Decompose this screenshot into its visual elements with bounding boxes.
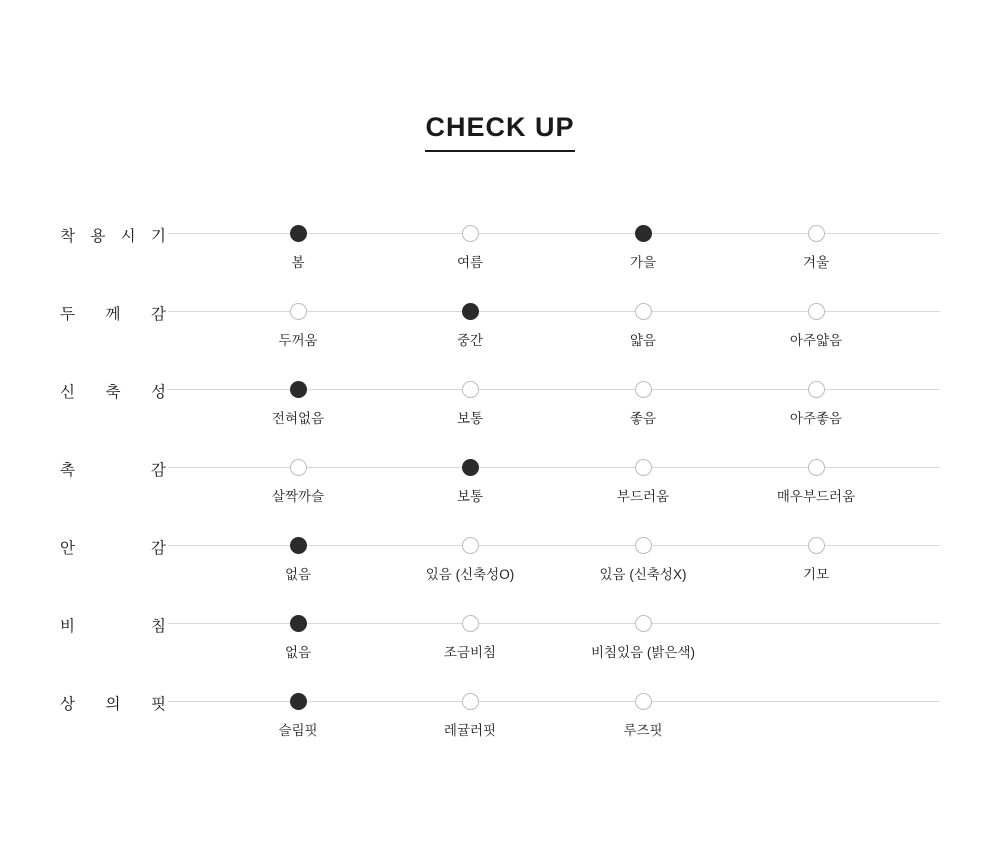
row-label-char: 침 (151, 618, 166, 635)
filled-circle-icon[interactable] (290, 615, 307, 632)
empty-circle-icon[interactable] (635, 381, 652, 398)
option-selected[interactable] (395, 439, 545, 505)
filled-circle-icon[interactable] (635, 225, 652, 242)
check-up-row (0, 283, 1000, 361)
option-selected[interactable] (223, 673, 373, 739)
empty-circle-icon[interactable] (290, 303, 307, 320)
option-unselected[interactable] (223, 439, 373, 505)
option-selected[interactable] (395, 283, 545, 349)
row-label-char: 감 (151, 306, 166, 323)
row-label-char: 두 (60, 306, 75, 323)
check-up-row (0, 517, 1000, 595)
option-label: 레귤러핏 (443, 723, 497, 738)
page-title: CHECK UP (425, 112, 574, 152)
option-label: 전혀없음 (271, 411, 325, 426)
empty-circle-icon[interactable] (808, 459, 825, 476)
row-label-char: 신 (60, 384, 75, 401)
option-label: 아주좋음 (789, 411, 843, 426)
option-label: 보통 (456, 489, 484, 504)
check-up-row (0, 361, 1000, 439)
row-label-char: 안 (60, 540, 75, 557)
filled-circle-icon[interactable] (290, 693, 307, 710)
option-label: 루즈핏 (623, 723, 663, 738)
row-label-char: 축 (105, 384, 121, 401)
option-unselected[interactable] (741, 205, 891, 271)
option-unselected[interactable] (395, 205, 545, 271)
option-unselected[interactable] (568, 361, 718, 427)
option-selected[interactable] (568, 205, 718, 271)
page-title-wrap (0, 112, 1000, 152)
empty-circle-icon[interactable] (635, 693, 652, 710)
row-label (60, 380, 166, 402)
check-up-row (0, 439, 1000, 517)
option-label: 보통 (456, 411, 484, 426)
row-label-char: 의 (105, 696, 121, 713)
row-label-char: 비 (60, 618, 75, 635)
option-selected[interactable] (223, 595, 373, 661)
option-unselected[interactable] (568, 517, 718, 583)
option-unselected[interactable] (395, 361, 545, 427)
option-label: 아주얇음 (789, 333, 843, 348)
row-label (60, 536, 166, 558)
check-up-row (0, 673, 1000, 751)
filled-circle-icon[interactable] (290, 381, 307, 398)
option-label: 중간 (456, 333, 484, 348)
option-label: 있음 (신축성X) (599, 567, 687, 582)
empty-circle-icon[interactable] (462, 693, 479, 710)
option-unselected[interactable] (741, 361, 891, 427)
option-label: 조금비침 (443, 645, 497, 660)
option-label: 있음 (신축성O) (425, 567, 515, 582)
option-label: 매우부드러움 (776, 489, 856, 504)
row-label-char: 착 (60, 228, 75, 245)
filled-circle-icon[interactable] (290, 225, 307, 242)
check-up-row (0, 205, 1000, 283)
empty-circle-icon[interactable] (808, 303, 825, 320)
row-label (60, 458, 166, 480)
check-up-chart (0, 205, 1000, 751)
row-label-char: 시 (120, 228, 136, 245)
empty-circle-icon[interactable] (462, 615, 479, 632)
filled-circle-icon[interactable] (290, 537, 307, 554)
option-label: 여름 (456, 255, 484, 270)
option-unselected[interactable] (741, 517, 891, 583)
empty-circle-icon[interactable] (635, 303, 652, 320)
empty-circle-icon[interactable] (635, 537, 652, 554)
empty-circle-icon[interactable] (808, 225, 825, 242)
check-up-row (0, 595, 1000, 673)
empty-circle-icon[interactable] (462, 381, 479, 398)
option-label: 좋음 (629, 411, 657, 426)
empty-circle-icon[interactable] (462, 225, 479, 242)
option-unselected[interactable] (741, 283, 891, 349)
option-unselected[interactable] (568, 673, 718, 739)
row-label-char: 용 (90, 228, 106, 245)
option-unselected[interactable] (395, 673, 545, 739)
row-label-char: 기 (150, 228, 166, 245)
option-label: 부드러움 (616, 489, 670, 504)
option-label: 비침있음 (밝은색) (590, 645, 696, 660)
row-label-char: 핏 (151, 696, 166, 713)
empty-circle-icon[interactable] (635, 615, 652, 632)
option-selected[interactable] (223, 205, 373, 271)
empty-circle-icon[interactable] (808, 381, 825, 398)
option-unselected[interactable] (741, 439, 891, 505)
row-label-char: 감 (151, 462, 166, 479)
filled-circle-icon[interactable] (462, 459, 479, 476)
row-label (60, 302, 166, 324)
row-label-char: 성 (151, 384, 166, 401)
row-label (60, 224, 166, 246)
empty-circle-icon[interactable] (808, 537, 825, 554)
row-label-char: 상 (60, 696, 75, 713)
option-label: 봄 (291, 255, 305, 270)
option-label: 기모 (802, 567, 830, 582)
option-label: 슬림핏 (278, 723, 318, 738)
option-label: 없음 (284, 645, 312, 660)
row-label-char: 께 (105, 306, 121, 323)
option-selected[interactable] (223, 361, 373, 427)
option-unselected[interactable] (568, 595, 718, 661)
option-label: 얇음 (629, 333, 657, 348)
empty-circle-icon[interactable] (635, 459, 652, 476)
row-label (60, 614, 166, 636)
option-label: 두꺼움 (278, 333, 318, 348)
empty-circle-icon[interactable] (462, 537, 479, 554)
option-label: 살짝까슬 (271, 489, 325, 504)
option-unselected[interactable] (223, 283, 373, 349)
option-unselected[interactable] (568, 283, 718, 349)
option-label: 가을 (629, 255, 657, 270)
option-unselected[interactable] (568, 439, 718, 505)
empty-circle-icon[interactable] (290, 459, 307, 476)
option-label: 겨울 (802, 255, 830, 270)
option-unselected[interactable] (395, 595, 545, 661)
filled-circle-icon[interactable] (462, 303, 479, 320)
row-label-char: 촉 (60, 462, 75, 479)
option-selected[interactable] (223, 517, 373, 583)
row-label (60, 692, 166, 714)
option-unselected[interactable] (395, 517, 545, 583)
option-label: 없음 (284, 567, 312, 582)
row-label-char: 감 (151, 540, 166, 557)
